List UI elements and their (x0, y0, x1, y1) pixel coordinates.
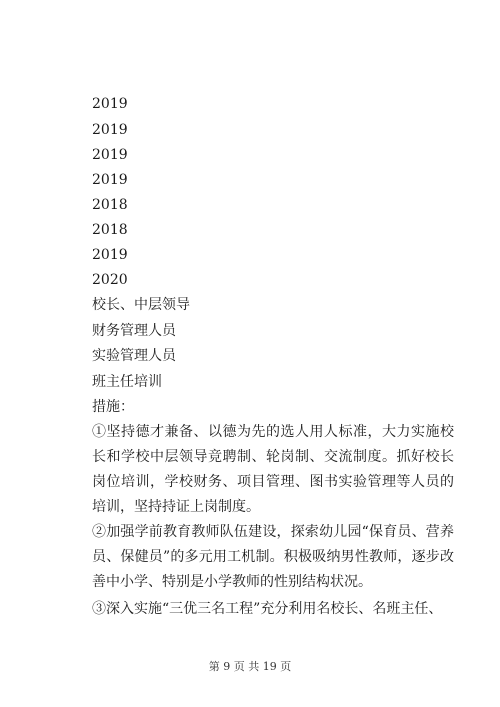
year-entry: 2019 (92, 122, 128, 138)
year-entry: 2019 (92, 96, 128, 112)
year-entry: 2019 (92, 172, 128, 188)
measure-paragraph-1: ①坚持德才兼备、以德为先的选人用人标准，大力实施校长和学校中层领导竞聘制、轮岗制、交流制度。抓好校长岗位培训，学校财务、项目管理、图书实验管理等人员的培训，坚持持证上岗制度。 (92, 424, 454, 515)
role-entry: 班主任培训 (92, 374, 162, 390)
measure-paragraph-3: ③深入实施“三优三名工程”充分利用名校长、名班主任、 (92, 601, 443, 617)
year-entry: 2018 (92, 222, 128, 238)
page-footer: 第 9 页 共 19 页 (208, 660, 292, 673)
year-entry: 2018 (92, 197, 128, 213)
year-entry: 2019 (92, 247, 128, 263)
role-entry: 校长、中层领导 (92, 297, 190, 313)
year-entry: 2020 (92, 272, 128, 288)
role-entry: 实验管理人员 (92, 348, 176, 364)
measure-paragraph-2: ②加强学前教育教师队伍建设，探索幼儿园“保育员、营养员、保健员”的多元用工机制。积极吸纳男性教师，逐步改善中小学、特别是小学教师的性别结构状况。 (92, 524, 454, 590)
measures-heading: 措施： (92, 399, 134, 415)
role-entry: 财务管理人员 (92, 323, 176, 339)
year-entry: 2019 (92, 147, 128, 163)
